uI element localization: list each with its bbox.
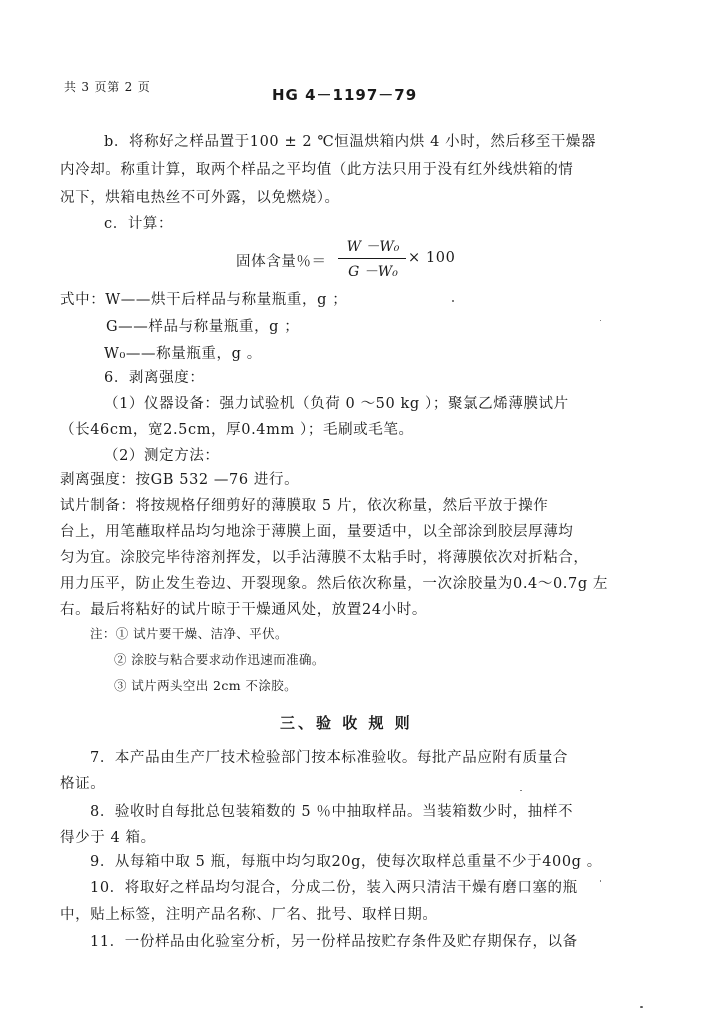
specimen-prep-line-5: 右。最后将粘好的试片晾于干燥通风处，放置24小时。 [60,602,427,618]
formula-numerator: W －W₀ [346,239,400,255]
clause-8-line-1: 8．验收时自每批总包装箱数的 5 ％中抽取样品。当装箱数少时，抽样不 [90,804,574,820]
note-2: ② 涂胶与粘合要求动作迅速而准确。 [114,652,325,667]
note-1: 注：① 试片要干燥、洁净、平伏。 [90,626,288,641]
scan-noise [640,1006,643,1008]
clause-7-line-2: 格证。 [60,776,106,792]
item-c-label: c．计算： [104,216,174,232]
section-6-1-line-2: （长46cm，宽2.5cm，厚0.4mm ）；毛刷或毛笔。 [60,422,414,438]
clause-10-line-1: 10．将取好之样品均匀混合，分成二份，装入两只清洁干燥有磨口塞的瓶 [90,880,578,896]
specimen-prep-line-2: 台上，用笔蘸取样品均匀地涂于薄膜上面，量要适中，以全部涂到胶层厚薄均 [60,524,574,540]
scan-noise [520,790,522,791]
formula-denominator: G －W₀ [348,264,398,280]
peel-strength-method: 剥离强度：按GB 532 —76 进行。 [60,472,300,488]
clause-7-line-1: 7．本产品由生产厂技术检验部门按本标准验收。每批产品应附有质量合 [90,750,568,766]
clause-10-line-2: 中，贴上标签，注明产品名称、厂名、批号、取样日期。 [60,907,438,923]
section-6-2: （2）测定方法： [104,448,220,464]
page-number-label: 共 3 页第 2 页 [64,80,151,94]
specimen-prep-line-4: 用力压平，防止发生卷边、开裂现象。然后依次称量，一次涂胶量为0.4～0.7g 左 [60,576,609,592]
paragraph-b-line-2: 内冷却。称重计算，取两个样品之平均值（此方法只用于没有红外线烘箱的情 [60,162,574,178]
note-3: ③ 试片两头空出 2cm 不涂胶。 [114,678,298,693]
formula-multiplier: × 100 [408,250,456,266]
clause-11-line-1: 11．一份样品由化验室分析，另一份样品按贮存条件及贮存期保存，以备 [90,934,578,950]
paragraph-b-line-3: 况下，烘箱电热丝不可外露，以免燃烧）。 [60,190,340,206]
standard-code: HG 4－1197－79 [272,86,418,104]
section-heading-acceptance: 三、验 收 规 则 [280,714,413,732]
specimen-prep-line-1: 试片制备：将按规格仔细剪好的薄膜取 5 片，依次称量，然后平放于操作 [60,498,549,514]
scan-noise [452,300,454,302]
section-6-title: 6．剥离强度： [104,370,205,386]
where-w: 式中：W——烘干后样品与称量瓶重，g ； [60,292,348,308]
clause-9: 9．从每箱中取 5 瓶，每瓶中均匀取20g，使每次取样总重量不少于400g 。 [90,854,602,870]
paragraph-b-line-1: b．将称好之样品置于100 ± 2 ℃恒温烘箱内烘 4 小时，然后移至干燥器 [104,134,597,150]
formula-label: 固体含量％＝ [236,254,327,270]
where-g: G——样品与称量瓶重，g ； [106,319,300,335]
clause-8-line-2: 得少于 4 箱。 [60,830,156,846]
specimen-prep-line-3: 匀为宜。涂胶完毕待溶剂挥发，以手沾薄膜不太粘手时，将薄膜依次对折粘合， [60,550,589,566]
scan-noise [600,880,601,882]
formula-fraction-bar [338,258,406,259]
section-6-1-line-1: （1）仪器设备：强力试验机（负荷 0 ～50 kg ）；聚氯乙烯薄膜试片 [104,396,569,412]
scan-noise [600,320,601,321]
where-w0: W₀——称量瓶重，g 。 [104,346,262,362]
